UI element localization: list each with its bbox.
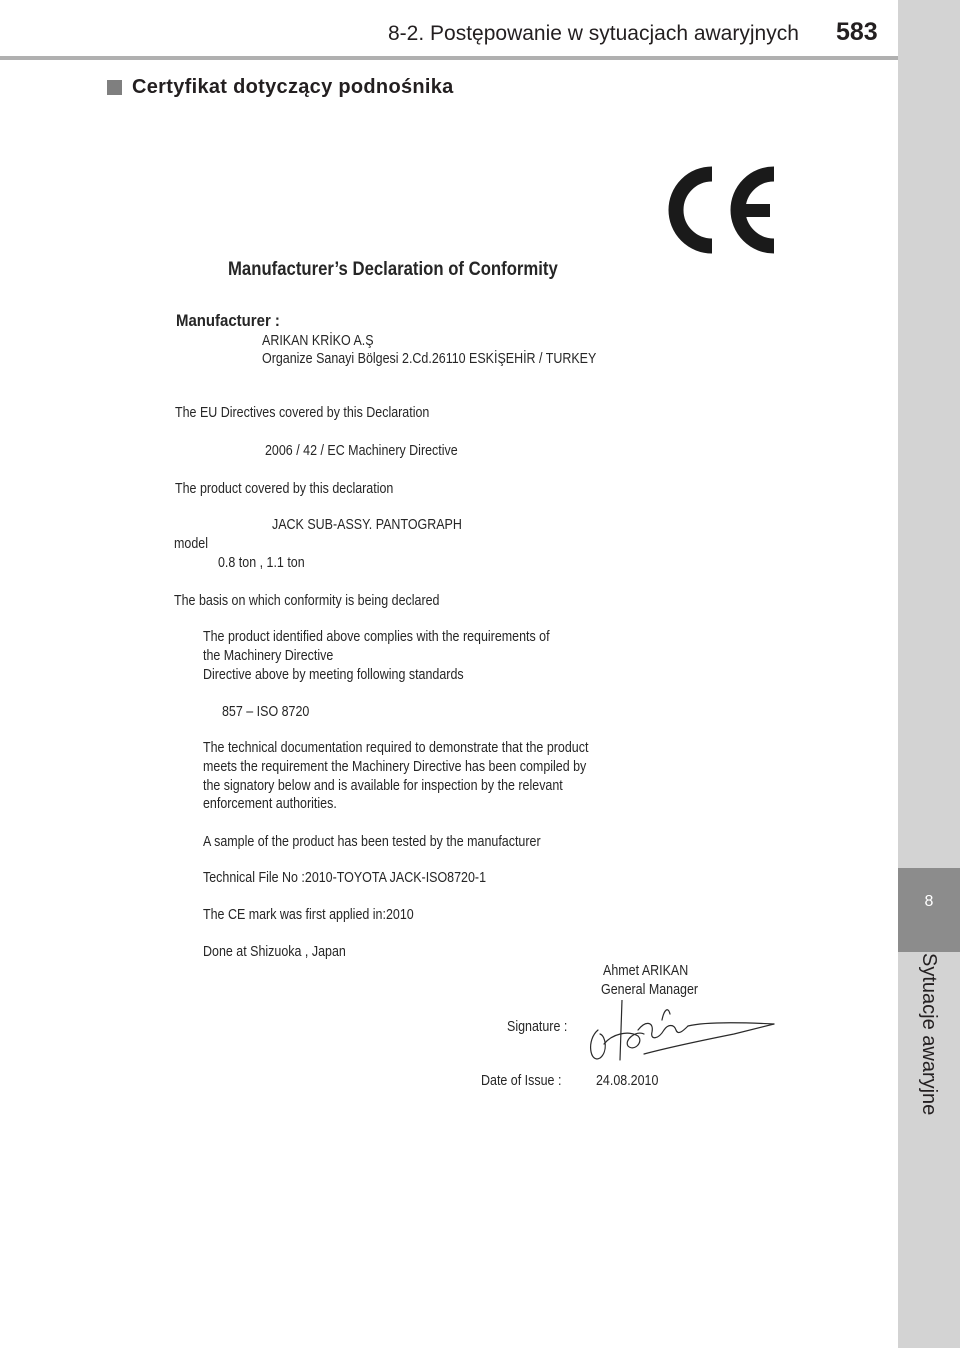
model-values: 0.8 ton , 1.1 ton [218, 555, 305, 571]
date-value: 24.08.2010 [596, 1073, 659, 1089]
basis-line: the Machinery Directive [203, 648, 334, 664]
sample-note: A sample of the product has been tested by the manufacturer [203, 834, 541, 850]
signature-icon [584, 1000, 784, 1070]
basis-line: The product identified above complies with the requirements of [203, 629, 550, 645]
ce-mark-logo [668, 166, 778, 254]
model-label: model [174, 536, 208, 552]
signatory-title: General Manager [601, 982, 699, 998]
tech-doc-line: enforcement authorities. [203, 796, 337, 812]
signature-label: Signature : [507, 1019, 568, 1035]
ce-mark-note: The CE mark was first applied in:2010 [203, 907, 414, 923]
technical-file: Technical File No :2010-TOYOTA JACK-ISO8720-1 [203, 870, 487, 886]
tech-doc-line: meets the requirement the Machinery Directive has been compiled by [203, 759, 587, 775]
product-name: JACK SUB-ASSY. PANTOGRAPH [272, 517, 462, 533]
directive-value: 2006 / 42 / EC Machinery Directive [265, 443, 458, 459]
signatory-name: Ahmet ARIKAN [603, 963, 689, 979]
directives-label: The EU Directives covered by this Declaration [175, 405, 430, 421]
chapter-side-tab [898, 0, 960, 1348]
done-at: Done at Shizuoka , Japan [203, 944, 346, 960]
running-header-title: 8-2. Postępowanie w sytuacjach awaryjnych [388, 22, 799, 45]
standard-value: 857 – ISO 8720 [222, 704, 310, 720]
manufacturer-name: ARIKAN KRİKO A.Ş [262, 333, 374, 349]
basis-line: Directive above by meeting following standards [203, 667, 464, 683]
header-divider [0, 56, 898, 60]
section-bullet-icon [107, 80, 122, 95]
tech-doc-line: the signatory below and is available for inspection by the relevant [203, 778, 563, 794]
tech-doc-line: The technical documentation required to demonstrate that the product [203, 740, 589, 756]
certificate-title: Manufacturer’s Declaration of Conformity [228, 259, 558, 280]
product-label: The product covered by this declaration [175, 481, 394, 497]
date-label: Date of Issue : [481, 1073, 562, 1089]
chapter-title: Sytuacje awaryjne [918, 953, 940, 1116]
manufacturer-address: Organize Sanayi Bölgesi 2.Cd.26110 ESKİŞEHİR / TURKEY [262, 351, 597, 367]
section-title: Certyfikat dotyczący podnośnika [132, 76, 454, 98]
chapter-number: 8 [924, 893, 934, 910]
page-number: 583 [836, 18, 878, 46]
manufacturer-label: Manufacturer : [176, 311, 280, 330]
basis-label: The basis on which conformity is being declared [174, 593, 440, 609]
